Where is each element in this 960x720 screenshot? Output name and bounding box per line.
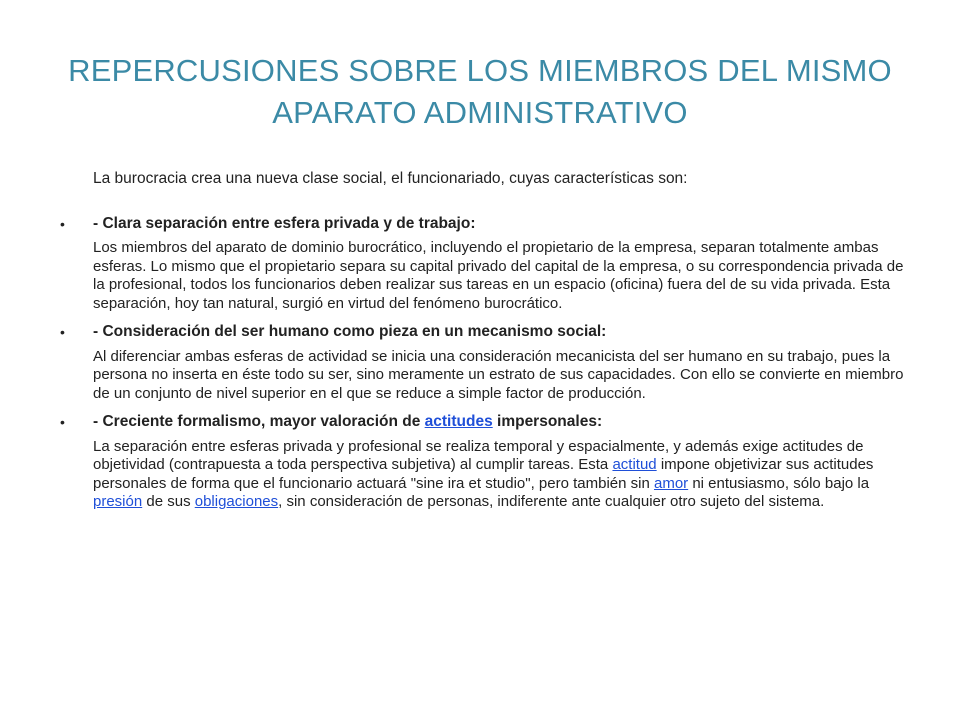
bullet-icon: •	[60, 324, 65, 340]
bullet-heading: - Consideración del ser humano como pieza en un mecanismo social:	[93, 323, 607, 340]
bullet-heading	[93, 413, 908, 432]
bullet-text	[93, 438, 908, 512]
link-presion[interactable]: presión	[93, 493, 143, 510]
link-actitud[interactable]: actitud	[612, 456, 657, 473]
text-part-1: La separación entre esferas privada y profesional se realiza temporal y espacialmente, y además exige actitudes de objetividad (contrapuesta a toda perspectiva subjetiva) al cumplir tareas. Esta	[93, 437, 864, 473]
content-body	[58, 170, 908, 522]
link-obligaciones[interactable]: obligaciones	[194, 493, 279, 510]
bullet-text: Al diferenciar ambas esferas de actividad se inicia una consideración mecanicista del ser humano en su trabajo, pues la persona no inserta en éste todo su ser, sino meramente un estrato de sus capacidades. Con ello se convierte en miembro de un conjunto de nivel superior en el que se reduce a simple factor de producción.	[93, 347, 904, 402]
bullet-text: Los miembros del aparato de dominio burocrático, incluyendo el propietario de la empresa, separan totalmente ambas esferas. Lo mismo que el propietario separa su capital privado del capital de la empresa, o su correspondencia privada de la profesional, todos los funcionarios deben realizar sus tareas en un espacio (oficina) fuera del de su vida privada. Esta separación, hoy tan natural, surgió en virtud del fenómeno burocrático.	[93, 239, 904, 312]
bullet-heading: - Clara separación entre esfera privada y de trabajo:	[93, 214, 476, 232]
bullet-icon: •	[60, 414, 65, 430]
link-amor[interactable]: amor	[653, 474, 689, 492]
bullet-item-2	[58, 323, 908, 403]
text-part-3: ni entusiasmo, sólo bajo la	[688, 474, 870, 492]
text-part-2: impone objetivizar sus actitudes personales de forma que el funcionario actuará "sine ira et studio", pero también sin	[93, 456, 874, 492]
heading-text-prefix: - Creciente formalismo, mayor valoración de	[93, 413, 425, 430]
title-line-1: REPERCUSIONES SOBRE LOS MIEMBROS DEL MISMO	[68, 53, 892, 88]
intro-paragraph: La burocracia crea una nueva clase social, el funcionariado, cuyas características son:	[93, 170, 688, 187]
bullet-item-3	[58, 413, 908, 512]
title-line-2: APARATO ADMINISTRATIVO	[272, 95, 688, 130]
bullet-item-1	[58, 215, 908, 314]
heading-text-suffix: impersonales:	[492, 413, 603, 430]
link-actitudes[interactable]: actitudes	[424, 413, 493, 430]
bullet-icon: •	[60, 215, 65, 232]
text-part-4: de sus	[142, 493, 195, 510]
page-title	[60, 50, 900, 134]
text-part-5: , sin consideración de personas, indiferente ante cualquier otro sujeto del sistema.	[278, 493, 825, 510]
